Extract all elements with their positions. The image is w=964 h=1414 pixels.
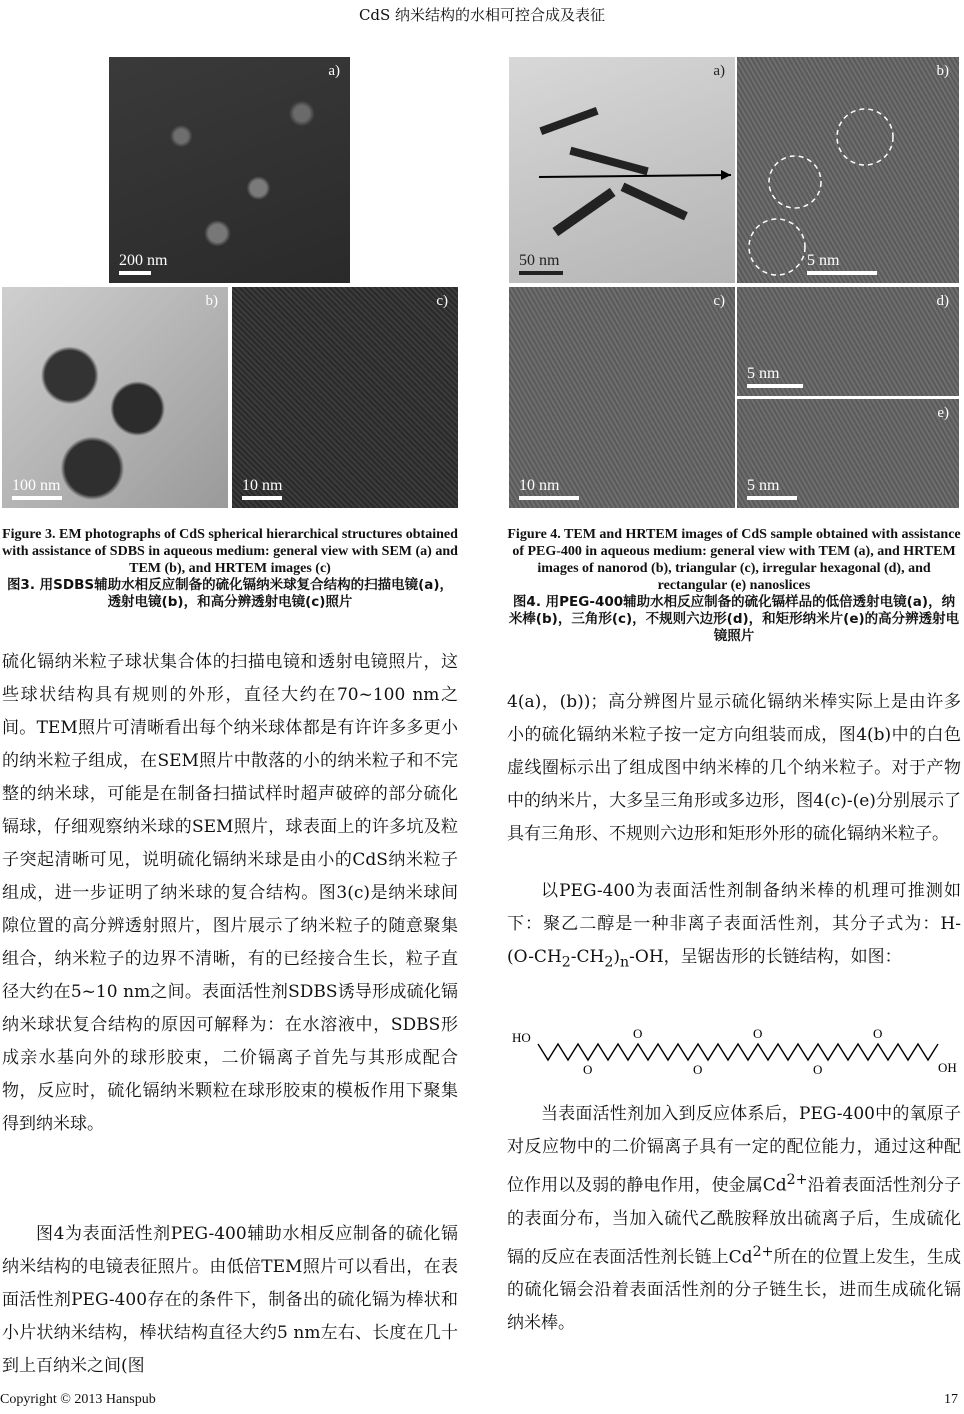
scale-label: 50 nm (519, 252, 563, 275)
particle-circles (737, 57, 959, 283)
figure3-caption (2, 526, 458, 611)
scale-label: 200 nm (119, 252, 167, 275)
panel-label: c) (713, 293, 725, 309)
panel-label: d) (936, 293, 949, 309)
scale-label: 5 nm (747, 477, 797, 500)
scale-label: 10 nm (519, 477, 579, 500)
figure3-panel-a-sem (109, 57, 350, 283)
nanorod-arrow (509, 57, 735, 283)
panel-label: a) (328, 63, 340, 79)
figure4-caption-en: Figure 4. TEM and HRTEM images of CdS sample obtained with assistance of PEG-400 in aqueous medium: general view with TEM (a), and HRTEM images of nanorod (b), triangular (c), irregular hexagonal (d), and rectangular (e) nanoslices (507, 527, 961, 593)
left-paragraph-1: 硫化镉纳米粒子球状集合体的扫描电镜和透射电镜照片，这些球状结构具有规则的外形，直径大约在70~100 nm之间。TEM照片可清晰看出每个纳米球体都是有许许多多更小的纳米粒子组成，在SEM照片中散落的小的纳米粒子和不完整的纳米球，可能是在制备扫描试样时超声破碎的部分硫化镉球，仔细观察纳米球的SEM照片，球表面上的许多坑及粒子突起清晰可见，说明硫化镉纳米球是由小的CdS纳米粒子组成，进一步证明了纳米球的复合结构。图3(c)是纳米球间隙位置的高分辨透射照片，图片展示了纳米粒子的随意聚集组合，纳米粒子的边界不清晰，有的已经接合生长，粒子直径大约在5~10 nm之间。表面活性剂SDBS诱导形成硫化镉纳米球状复合结构的原因可解释为：在水溶液中，SDBS形成亲水基向外的球形胶束，二价镉离子首先与其形成配合物，反应时，硫化镉纳米颗粒在球形胶束的模板作用下聚集得到纳米球。 (2, 652, 458, 1134)
peg-end-group: OH (938, 1060, 957, 1075)
figure3-caption-en: Figure 3. EM photographs of CdS spherical hierarchical structures obtained with assistance of SDBS in aqueous medium: general view with SEM (a) and TEM (b), and HRTEM images (c) (2, 527, 458, 576)
peg-start-group: HO (512, 1030, 531, 1045)
right-paragraph-3: 当表面活性剂加入到反应体系后，PEG-400中的氧原子对反应物中的二价镉离子具有一定的配位能力，通过这种配位作用以及弱的静电作用，使金属$Cd^{2+}$沿着表面活性剂分子的表面分布，当加入硫代乙酰胺释放出硫离子后，生成硫化镉的反应在表面活性剂长链上$Cd^{2+}$所在的位置上发生，生成的硫化镉会沿着表面活性剂的分子链生长，进而生成硫化镉纳米棒。 (507, 1104, 962, 1334)
right-paragraph-2: 以PEG-400为表面活性剂制备纳米棒的机理可推测如下：聚乙二醇是一种非离子表面活性剂，其分子式为：$H-(O-CH_2-CH_2)_n-OH$，呈锯齿形的长链结构，如图： (507, 881, 961, 971)
figure4-panel-c-hrtem (509, 287, 735, 508)
figure4-panel-e-hrtem (737, 399, 959, 508)
panel-label: b) (936, 63, 949, 79)
figure3-panel-b-tem (2, 287, 228, 508)
peg-oxygen-3: O (693, 1062, 703, 1077)
figure3-caption-cn: 图3. 用SDBS辅助水相反应制备的硫化镉纳米球复合结构的扫描电镜(a)，透射电镜(b)，和高分辨透射电镜(c)照片 (6, 577, 454, 610)
peg-oxygen-6: O (873, 1026, 883, 1041)
scale-label: 10 nm (242, 477, 282, 500)
figure4-panel-a-tem (509, 57, 735, 283)
figure4-panel-b-hrtem (737, 57, 959, 283)
peg-oxygen-4: O (753, 1026, 763, 1041)
footer-page-number: 17 (944, 1392, 958, 1407)
panel-label: c) (436, 293, 448, 309)
scale-label: 5 nm (807, 252, 877, 275)
scale-label: 5 nm (747, 365, 803, 388)
figure3-panel-c-hrtem (232, 287, 458, 508)
peg-zigzag-chain (538, 1044, 938, 1060)
running-header: CdS 纳米结构的水相可控合成及表征 (358, 6, 606, 24)
figure4-panel-d-hrtem (737, 287, 959, 396)
left-paragraph-2: 图4为表面活性剂PEG-400辅助水相反应制备的硫化镉纳米结构的电镜表征照片。由低倍TEM照片可以看出，在表面活性剂PEG-400存在的条件下，制备出的硫化镉为棒状和小片状纳米结构，棒状结构直径大约5 nm左右、长度在几十到上百纳米之间(图 (2, 1224, 458, 1376)
peg-oxygen-2: O (633, 1026, 643, 1041)
footer-copyright: Copyright © 2013 Hanspub (0, 1392, 156, 1407)
panel-label: b) (205, 293, 218, 309)
panel-label: a) (713, 63, 725, 79)
peg-structure-diagram (510, 1022, 960, 1082)
scale-label: 100 nm (12, 477, 62, 500)
figure4-caption (507, 526, 961, 645)
peg-oxygen-1: O (583, 1062, 593, 1077)
peg-oxygen-5: O (813, 1062, 823, 1077)
right-paragraph-1: 4(a)，(b))；高分辨图片显示硫化镉纳米棒实际上是由许多小的硫化镉纳米粒子按一定方向组装而成，图4(b)中的白色虚线圈标示出了组成图中纳米棒的几个纳米粒子。对于产物中的纳米片，大多呈三角形或多边形，图4(c)-(e)分别展示了具有三角形、不规则六边形和矩形外形的硫化镉纳米粒子。 (507, 692, 961, 844)
panel-label: e) (937, 405, 949, 421)
figure4-caption-cn: 图4. 用PEG-400辅助水相反应制备的硫化镉样品的低倍透射电镜(a)，纳米棒(b)，三角形(c)，不规则六边形(d)，和矩形纳米片(e)的高分辨透射电镜照片 (508, 594, 960, 644)
